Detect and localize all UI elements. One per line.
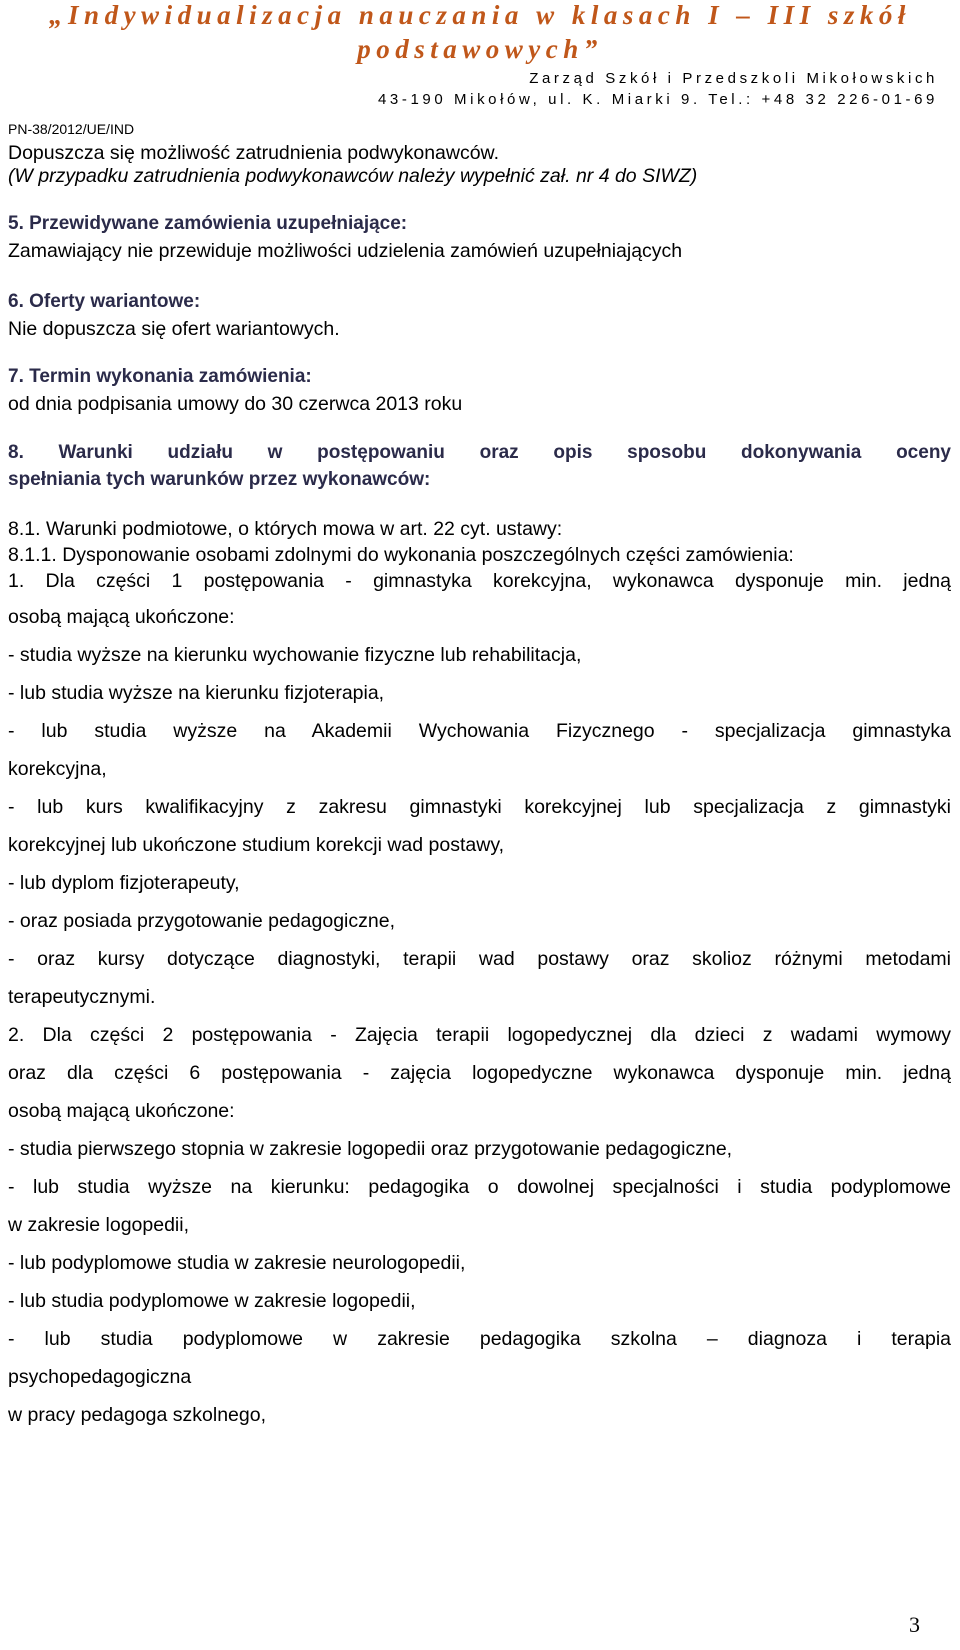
part-1-line: korekcyjna, [8, 758, 107, 780]
part-2-line: osobą mającą ukończone: [8, 1100, 235, 1122]
section-5-text: Zamawiający nie przewiduje możliwości udzielenia zamówień uzupełniających [8, 240, 683, 262]
part-2-line: w zakresie logopedii, [8, 1214, 190, 1236]
part-1-line: osobą mającą ukończone: [8, 606, 235, 628]
part-1-line: - oraz posiada przygotowanie pedagogiczne, [8, 910, 396, 932]
header-title-line-2: podstawowych” [357, 34, 603, 64]
document-reference: PN-38/2012/UE/IND [8, 121, 135, 137]
part-2-line: - lub podyplomowe studia w zakresie neurologopedii, [8, 1252, 466, 1274]
page-number: 3 [909, 1612, 920, 1637]
part-1-line: terapeutycznymi. [8, 986, 156, 1008]
part-1-line: - lub kurs kwalifikacyjny z zakresu gimnastyki korekcyjnej lub specjalizacja z gimnastyki [8, 796, 951, 818]
section-7-text: od dnia podpisania umowy do 30 czerwca 2013 roku [8, 393, 463, 415]
part-2-line: w pracy pedagoga szkolnego, [8, 1404, 267, 1426]
part-2-line: oraz dla części 6 postępowania - zajęcia logopedyczne wykonawca dysponuje min. jedną [8, 1062, 951, 1084]
part-1-line: 1. Dla części 1 postępowania - gimnastyka korekcyjna, wykonawca dysponuje min. jedną [8, 570, 951, 592]
subcontract-note: (W przypadku zatrudnienia podwykonawców należy wypełnić zał. nr 4 do SIWZ) [8, 165, 698, 187]
part-2-line: 2. Dla części 2 postępowania - Zajęcia terapii logopedycznej dla dzieci z wadami wymowy [8, 1024, 951, 1046]
section-6-text: Nie dopuszcza się ofert wariantowych. [8, 318, 340, 340]
part-1-line: - lub studia wyższe na kierunku fizjoterapia, [8, 682, 385, 704]
part-2-line: - studia pierwszego stopnia w zakresie logopedii oraz przygotowanie pedagogiczne, [8, 1138, 733, 1160]
part-1-line: - lub dyplom fizjoterapeuty, [8, 872, 240, 894]
part-1-line: - oraz kursy dotyczące diagnostyki, terapii wad postawy oraz skolioz różnymi metodami [8, 948, 951, 970]
part-1-line: - studia wyższe na kierunku wychowanie fizyczne lub rehabilitacja, [8, 644, 582, 666]
part-2-line: psychopedagogiczna [8, 1366, 192, 1388]
part-2-line: - lub studia wyższe na kierunku: pedagogika o dowolnej specjalności i studia podyplomowe [8, 1176, 951, 1198]
section-6-heading: 6. Oferty wariantowe: [8, 291, 201, 312]
header-title-line-1: „Indywidualizacja nauczania w klasach I – III szkół [49, 0, 911, 30]
section-8-heading-line-1: 8. Warunki udziału w postępowaniu oraz opis sposobu dokonywania oceny [8, 442, 951, 463]
header-organization: Zarząd Szkół i Przedszkoli Mikołowskich [529, 70, 938, 87]
section-5-heading: 5. Przewidywane zamówienia uzupełniające: [8, 213, 408, 234]
part-2-line: - lub studia podyplomowe w zakresie logopedii, [8, 1290, 416, 1312]
part-1-line: - lub studia wyższe na Akademii Wychowania Fizycznego - specjalizacja gimnastyka [8, 720, 951, 742]
part-1-line: korekcyjnej lub ukończone studium korekcji wad postawy, [8, 834, 505, 856]
section-8-1-heading: 8.1. Warunki podmiotowe, o których mowa w art. 22 cyt. ustawy: [8, 518, 563, 540]
section-8-1-1-heading: 8.1.1. Dysponowanie osobami zdolnymi do wykonania poszczególnych części zamówienia: [8, 544, 794, 566]
subcontract-text: Dopuszcza się możliwość zatrudnienia podwykonawców. [8, 142, 499, 164]
section-8-heading-line-2: spełniania tych warunków przez wykonawców: [8, 469, 431, 490]
part-2-line: - lub studia podyplomowe w zakresie pedagogika szkolna – diagnoza i terapia [8, 1328, 951, 1350]
header-address: 43-190 Mikołów, ul. K. Miarki 9. Tel.: +48 32 226-01-69 [377, 91, 938, 108]
section-7-heading: 7. Termin wykonania zamówienia: [8, 366, 312, 387]
